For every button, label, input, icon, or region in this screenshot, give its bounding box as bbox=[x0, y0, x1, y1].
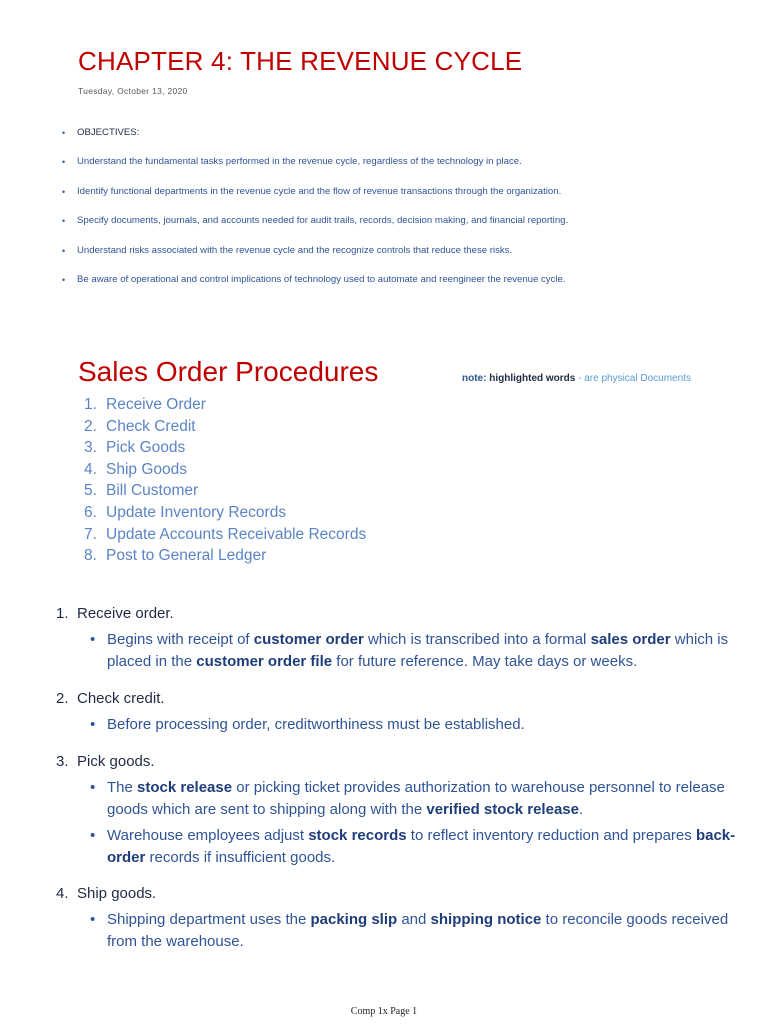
document-term: sales order bbox=[590, 631, 671, 648]
detail-heading bbox=[56, 751, 756, 773]
step-label: Update Inventory Records bbox=[106, 503, 287, 521]
document-term: customer order bbox=[253, 631, 364, 648]
objective-item: • Understand risks associated with the revenue cycle and the recognize controls that reduce these risks. bbox=[62, 244, 568, 273]
detail-number: 4. bbox=[56, 885, 69, 902]
procedure-step bbox=[84, 459, 366, 481]
procedure-steps-list bbox=[84, 394, 366, 567]
detail-number: 3. bbox=[56, 753, 69, 770]
detail-bullet: • Shipping department uses the packing slip and shipping notice to reconcile goods received from the warehouse. bbox=[56, 909, 756, 953]
detail-number: 1. bbox=[56, 605, 69, 622]
highlight-note bbox=[462, 373, 691, 384]
document-term: stock release bbox=[137, 779, 233, 796]
step-label: Check Credit bbox=[106, 417, 196, 435]
document-term: customer order file bbox=[196, 653, 333, 670]
step-label: Post to General Ledger bbox=[106, 547, 267, 565]
step-label: Receive Order bbox=[106, 396, 206, 413]
detail-bullet: • Begins with receipt of customer order which is transcribed into a formal sales order which is placed in the customer order file for future reference. May take days or weeks. bbox=[56, 629, 756, 673]
step-number: 4. bbox=[84, 460, 97, 478]
note-label: note: bbox=[462, 373, 487, 384]
detail-bullet: • Warehouse employees adjust stock records to reflect inventory reduction and prepares back-order records if insufficient goods. bbox=[56, 825, 756, 869]
detail-title: Pick goods. bbox=[77, 753, 155, 770]
step-number: 5. bbox=[84, 482, 97, 500]
step-label: Bill Customer bbox=[106, 482, 199, 500]
step-number: 7. bbox=[84, 525, 97, 543]
detail-heading bbox=[56, 688, 756, 710]
detail-receive-order bbox=[56, 603, 756, 673]
document-term: packing slip bbox=[310, 911, 398, 928]
note-highlight: highlighted words bbox=[489, 373, 576, 384]
procedure-step bbox=[84, 524, 366, 546]
objective-item: • Specify documents, journals, and accounts needed for audit trails, records, decision making, and financial reporting. bbox=[62, 214, 568, 243]
chapter-title: CHAPTER 4: THE REVENUE CYCLE bbox=[78, 46, 523, 76]
detail-bullet: • Before processing order, creditworthiness must be established. bbox=[56, 714, 756, 736]
document-term: stock records bbox=[308, 827, 407, 844]
document-term: verified stock release bbox=[426, 801, 579, 818]
page-footer: Comp 1x Page 1 bbox=[350, 1006, 418, 1017]
section-title: Sales Order Procedures bbox=[78, 356, 379, 387]
detail-title: Receive order. bbox=[77, 605, 174, 622]
detail-check-credit bbox=[56, 688, 756, 736]
step-number: 8. bbox=[84, 547, 97, 565]
detail-bullet: • The stock release or picking ticket provides authorization to warehouse personnel to release goods which are sent to shipping along with the verified stock release. bbox=[56, 777, 756, 821]
procedure-step bbox=[84, 480, 366, 502]
objective-item: • Identify functional departments in the revenue cycle and the flow of revenue transactions through the organization. bbox=[62, 185, 568, 214]
step-label: Ship Goods bbox=[106, 460, 187, 478]
step-number: 2. bbox=[84, 417, 97, 435]
document-term: back-order bbox=[107, 827, 736, 866]
step-number: 1. bbox=[84, 396, 97, 413]
step-label: Pick Goods bbox=[106, 439, 186, 457]
step-number: 6. bbox=[84, 503, 97, 521]
objectives-heading: • OBJECTIVES: bbox=[62, 126, 568, 155]
page-date: Tuesday, October 13, 2020 bbox=[78, 86, 188, 96]
detail-title: Check credit. bbox=[77, 690, 165, 707]
detail-title: Ship goods. bbox=[77, 885, 157, 902]
objective-item: • Understand the fundamental tasks performed in the revenue cycle, regardless of the technology in place. bbox=[62, 155, 568, 184]
note-text: - are physical Documents bbox=[575, 373, 691, 384]
procedure-step bbox=[84, 437, 366, 459]
document-term: shipping notice bbox=[430, 911, 542, 928]
detail-pick-goods bbox=[56, 751, 756, 869]
procedure-step bbox=[84, 416, 366, 438]
detail-heading bbox=[56, 883, 756, 905]
detail-heading bbox=[56, 603, 756, 625]
procedure-step bbox=[84, 394, 366, 416]
detail-ship-goods bbox=[56, 883, 756, 953]
objective-item: • Be aware of operational and control implications of technology used to automate and reengineer the revenue cycle. bbox=[62, 273, 568, 302]
objectives-list bbox=[62, 126, 568, 302]
step-label: Update Accounts Receivable Records bbox=[106, 525, 367, 543]
detail-number: 2. bbox=[56, 690, 69, 707]
procedure-step bbox=[84, 545, 366, 567]
procedure-step bbox=[84, 502, 366, 524]
step-number: 3. bbox=[84, 439, 97, 457]
